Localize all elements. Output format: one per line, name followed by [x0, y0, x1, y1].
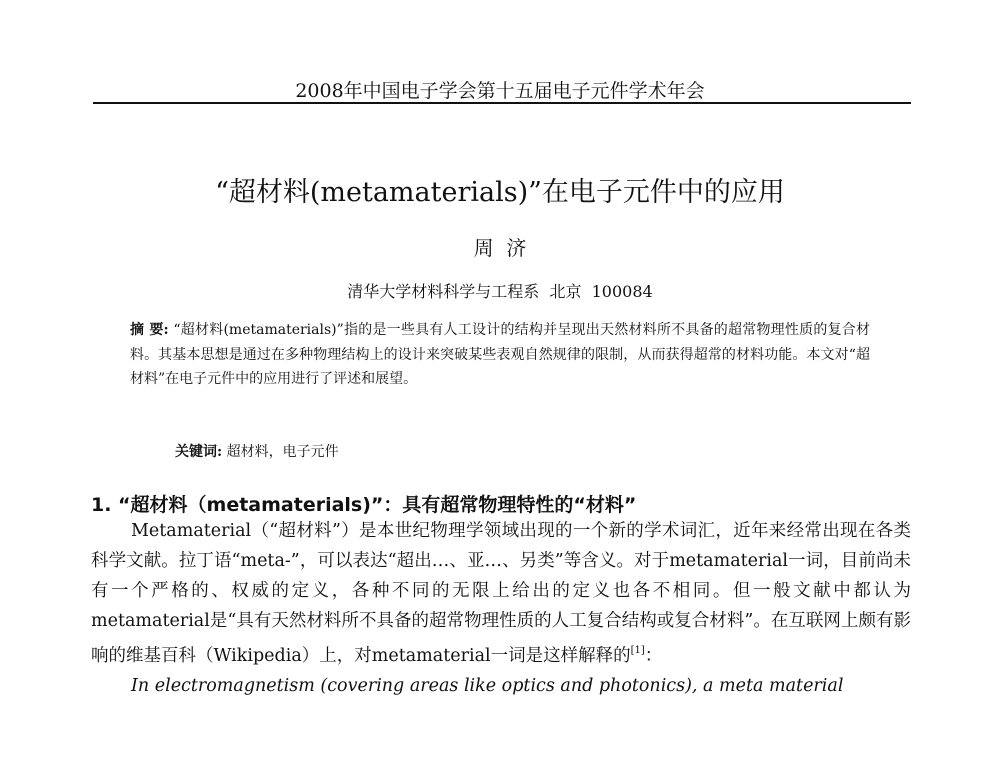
paragraph-text-end: ： [644, 646, 663, 666]
author: 周 济 [473, 236, 527, 260]
citation-ref: [1] [630, 645, 645, 656]
paper-title: “超材料(metamaterials)”在电子元件中的应用 [215, 177, 785, 208]
paragraph [91, 516, 911, 671]
paragraph-text: Metamaterial（“超材料”）是本世纪物理学领域出现的一个新的学术词汇，近年来经常出现在各类科学文献。拉丁语“meta-”，可以表达“超出…、亚…、另类”等含义。对于metamaterial一词，目前尚未有一个严格的、权威的定义，各种不同的无限上给出的定义也各不相同。但一般文献中都认为metamaterial是“具有天然材料所不具备的超常物理性质的人工复合结构或复合材料”。在互联网上颇有影响的维基百科（Wikipedia）上，对metamaterial一词是这样解释的 [91, 521, 911, 666]
affiliation: 清华大学材料科学与工程系 北京 100084 [347, 282, 653, 301]
quote-text: In electromagnetism (covering areas like optics and photonics), a meta material [131, 676, 844, 696]
abstract-label: 摘 要: [130, 322, 169, 338]
body-text [91, 516, 911, 701]
abstract-text: “超材料(metamaterials)”指的是一些具有人工设计的结构并呈现出天然材料所不具备的超常物理性质的复合材料。其基本思想是通过在多种物理结构上的设计来突破某些表观自然规律的限制，从而获得超常的材料功能。本文对“超材料”在电子元件中的应用进行了评述和展望。 [130, 322, 871, 387]
abstract [130, 318, 870, 392]
section-heading: 1. “超材料（metamaterials)”：具有超常物理特性的“材料” [91, 494, 637, 516]
keywords-label: 关键词: [175, 444, 223, 460]
keywords [175, 440, 339, 465]
header-rule [93, 102, 911, 104]
running-header: 2008年中国电子学会第十五届电子元件学术年会 [295, 80, 705, 102]
keywords-text: 超材料，电子元件 [226, 444, 339, 460]
